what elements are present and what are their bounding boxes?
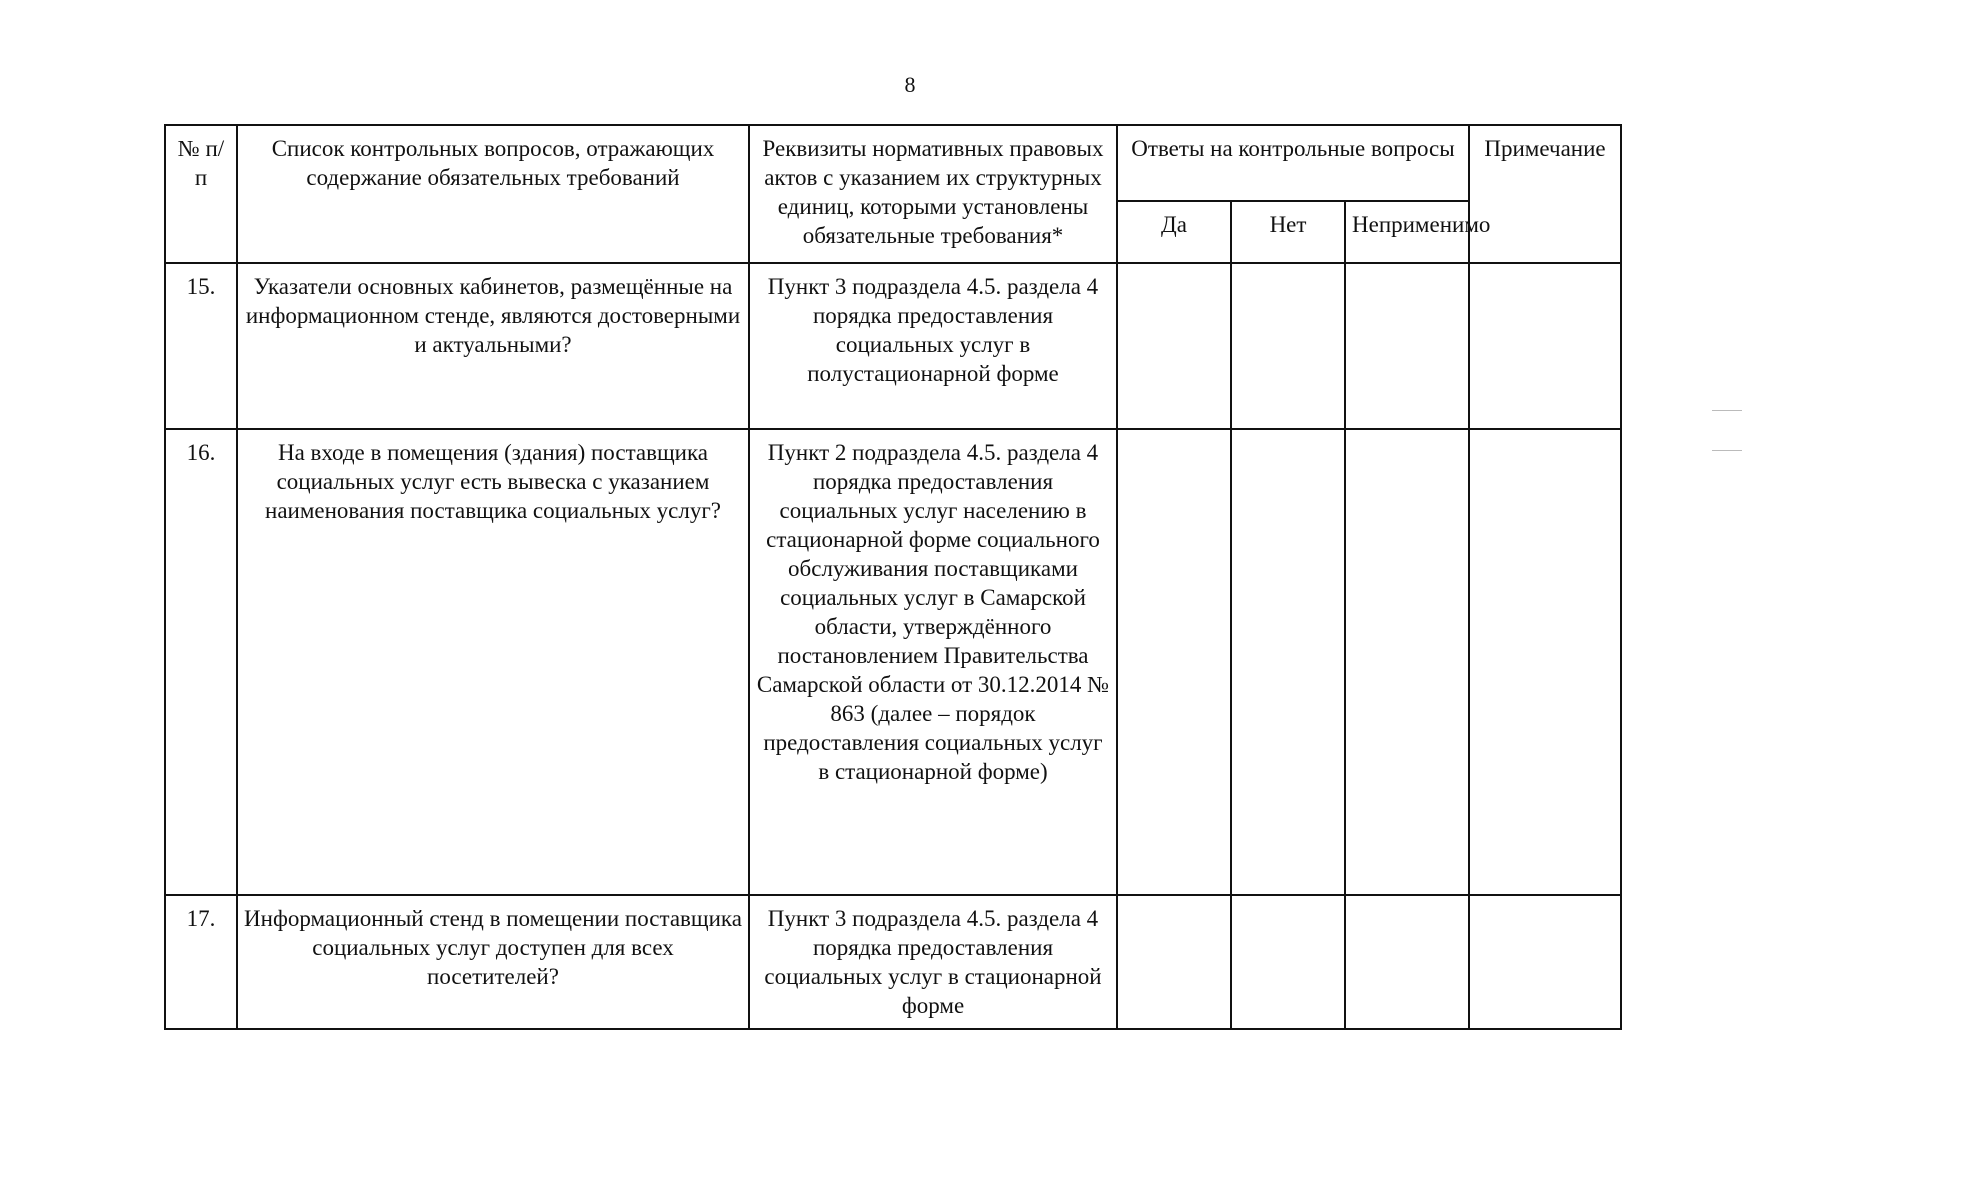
- answer-yes-cell[interactable]: [1117, 263, 1231, 429]
- header-row: [165, 125, 1621, 201]
- note-cell[interactable]: [1469, 895, 1621, 1029]
- row-requisite: Пункт 2 подраздела 4.5. раздела 4 порядка предоставления социальных услуг населению в стационарной форме социального обслуживания поставщиками социальных услуг в Самарской области, утверждённого постановлением Правительства Самарской области от 30.12.2014 № 863 (далее – порядок предоставления социальных услуг в стационарной форме): [749, 429, 1117, 895]
- scan-mark: [1712, 450, 1742, 451]
- header-answers: Ответы на контрольные вопросы: [1117, 125, 1469, 201]
- row-num: 16.: [165, 429, 237, 895]
- row-requisite: Пункт 3 подраздела 4.5. раздела 4 порядка предоставления социальных услуг в полустационарной форме: [749, 263, 1117, 429]
- header-no: Нет: [1231, 201, 1345, 263]
- answer-no-cell[interactable]: [1231, 429, 1345, 895]
- header-requisites-text: Реквизиты нормативных правовых актов с указанием их структурных единиц, которыми установлены обязательные требования*: [762, 136, 1104, 248]
- answer-yes-cell[interactable]: [1117, 429, 1231, 895]
- row-question: На входе в помещения (здания) поставщика социальных услуг есть вывеска с указанием наименования поставщика социальных услуг?: [237, 429, 749, 895]
- table-row: [165, 429, 1621, 895]
- answer-no-cell[interactable]: [1231, 263, 1345, 429]
- header-requisites: [749, 125, 1117, 263]
- page-number: 8: [904, 72, 916, 97]
- header-note: Примечание: [1469, 125, 1621, 263]
- answer-na-cell[interactable]: [1345, 895, 1469, 1029]
- checklist-table: [164, 124, 1622, 1030]
- answer-no-cell[interactable]: [1231, 895, 1345, 1029]
- table-row: [165, 263, 1621, 429]
- row-question: Информационный стенд в помещении поставщика социальных услуг доступен для всех посетителей?: [237, 895, 749, 1029]
- row-question: Указатели основных кабинетов, размещённые на информационном стенде, являются достоверными и актуальными?: [237, 263, 749, 429]
- header-na: Неприменимо: [1345, 201, 1469, 263]
- answer-na-cell[interactable]: [1345, 429, 1469, 895]
- note-cell[interactable]: [1469, 429, 1621, 895]
- header-yes: Да: [1117, 201, 1231, 263]
- row-num: 15.: [165, 263, 237, 429]
- header-questions: Список контрольных вопросов, отражающих содержание обязательных требований: [237, 125, 749, 263]
- answer-na-cell[interactable]: [1345, 263, 1469, 429]
- scan-mark: [1712, 410, 1742, 411]
- table-row: [165, 895, 1621, 1029]
- note-cell[interactable]: [1469, 263, 1621, 429]
- row-num: 17.: [165, 895, 237, 1029]
- row-requisite: Пункт 3 подраздела 4.5. раздела 4 порядка предоставления социальных услуг в стационарной форме: [749, 895, 1117, 1029]
- header-num: № п/п: [165, 125, 237, 263]
- answer-yes-cell[interactable]: [1117, 895, 1231, 1029]
